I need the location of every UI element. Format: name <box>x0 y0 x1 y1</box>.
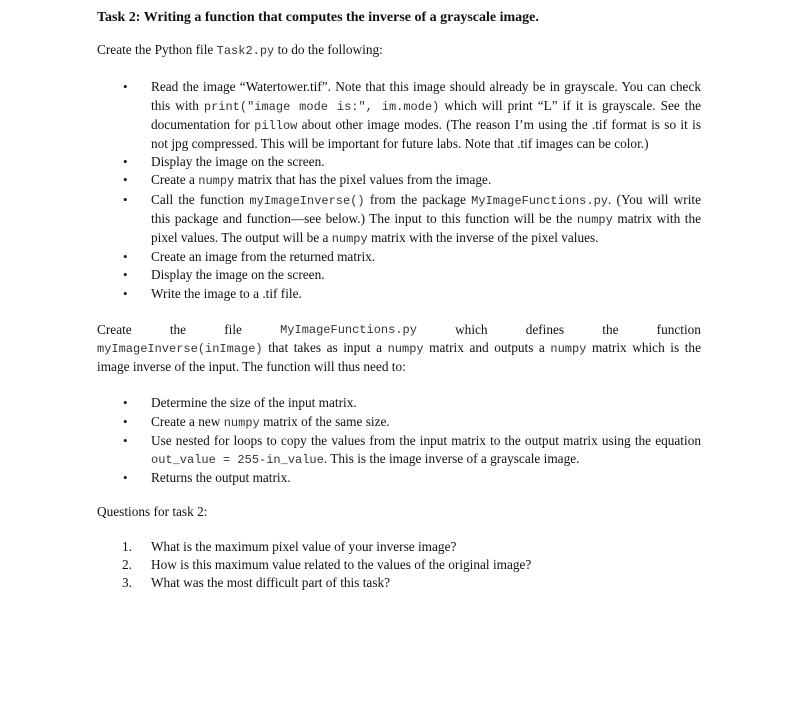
question-number: 3. <box>122 575 132 591</box>
step-text: which will print “L” if it is grayscale. See the documentation for <box>151 97 702 132</box>
list-item <box>97 394 701 412</box>
intro-paragraph <box>97 41 701 60</box>
para-word: Create <box>97 321 132 337</box>
para-word: which <box>455 321 488 337</box>
step-text: matrix with the inverse of the pixel values. <box>367 230 599 246</box>
step-text: about other image modes. (The reason I’m using the .tif format is so it is not jpg compressed. This will be important for future labs. Note that .tif images can be color.) <box>151 116 701 152</box>
steps-list <box>97 78 701 302</box>
code-snippet: numpy <box>576 212 613 227</box>
step-text: . (You will write this package and function—see below.) The input to this function will be the <box>151 191 701 226</box>
code-snippet: print("image mode is:", im.mode) <box>203 99 440 114</box>
list-item <box>97 285 701 303</box>
step-text: . This is the image inverse of a grayscale image. <box>323 451 580 467</box>
para-word: the <box>169 321 187 337</box>
intro-filename: Task2.py <box>216 44 275 59</box>
code-snippet: numpy <box>198 174 235 189</box>
code-snippet: MyImageFunctions.py <box>471 193 608 208</box>
para-word: file <box>224 321 242 337</box>
code-snippet: numpy <box>223 415 260 430</box>
list-item <box>97 78 701 153</box>
function-paragraph-rest <box>97 339 701 376</box>
list-item <box>97 538 701 556</box>
list-item <box>97 171 701 190</box>
step-text: Returns the output matrix. <box>151 470 291 486</box>
step-text: matrix that has the pixel values from the image. <box>234 172 492 188</box>
step-text: Create an image from the returned matrix. <box>151 249 376 265</box>
step-text: Determine the size of the input matrix. <box>151 395 357 411</box>
code-snippet: myImageInverse() <box>249 193 365 208</box>
para-text: that takes as input a <box>262 340 388 356</box>
questions-list <box>97 538 701 593</box>
question-text: How is this maximum value related to the values of the original image? <box>151 556 532 572</box>
step-text: from the package <box>364 191 472 207</box>
list-item <box>97 413 701 432</box>
function-paragraph <box>97 321 701 377</box>
code-snippet: MyImageFunctions.py <box>280 322 417 337</box>
step-text: Write the image to a .tif file. <box>151 285 302 301</box>
function-paragraph-first-line <box>97 321 701 339</box>
code-snippet: numpy <box>331 232 368 247</box>
step-text: Use nested for loops to copy the values from the input matrix to the output matrix using the equation <box>151 432 701 448</box>
list-item <box>97 266 701 284</box>
intro-text-pre: Create the Python file <box>97 42 217 58</box>
step-text: Display the image on the screen. <box>151 267 325 283</box>
document-page <box>97 9 701 592</box>
step-text: Call the function <box>151 191 250 207</box>
para-text: matrix which is the image inverse of the input. The function will thus need to: <box>97 340 701 375</box>
question-number: 2. <box>122 556 132 572</box>
para-word: the <box>602 321 619 337</box>
function-steps-list <box>97 394 701 487</box>
step-text: Create a <box>151 172 199 188</box>
step-text: Read the image “Watertower.tif”. Note that this image should already be in grayscale. You can check this with <box>151 79 701 113</box>
question-text: What is the maximum pixel value of your inverse image? <box>151 538 457 554</box>
page-title: Task 2: Writing a function that computes the inverse of a grayscale image. <box>97 10 539 25</box>
code-snippet: myImageInverse(inImage) <box>97 342 263 357</box>
code-snippet: pillow <box>254 118 298 133</box>
intro-text-post: to do the following: <box>274 42 383 58</box>
code-snippet: numpy <box>387 342 424 357</box>
list-item <box>97 248 701 266</box>
code-snippet: out_value = 255-in_value <box>151 453 324 468</box>
step-text: matrix of the same size. <box>259 413 390 429</box>
list-item <box>97 574 701 592</box>
step-text: matrix with the pixel values. The output will be a <box>151 210 701 246</box>
para-word: function <box>656 321 701 337</box>
questions-heading: Questions for task 2: <box>97 504 208 520</box>
para-text: matrix and outputs a <box>423 340 551 356</box>
list-item <box>97 556 701 574</box>
step-text: Create a new <box>151 413 224 429</box>
list-item <box>97 153 701 171</box>
list-item <box>97 432 701 469</box>
question-text: What was the most difficult part of this task? <box>151 575 391 591</box>
list-item <box>97 191 701 249</box>
question-number: 1. <box>122 538 132 554</box>
para-word: defines <box>525 321 565 337</box>
step-text: Display the image on the screen. <box>151 154 325 170</box>
list-item <box>97 469 701 487</box>
code-snippet: numpy <box>550 342 587 357</box>
